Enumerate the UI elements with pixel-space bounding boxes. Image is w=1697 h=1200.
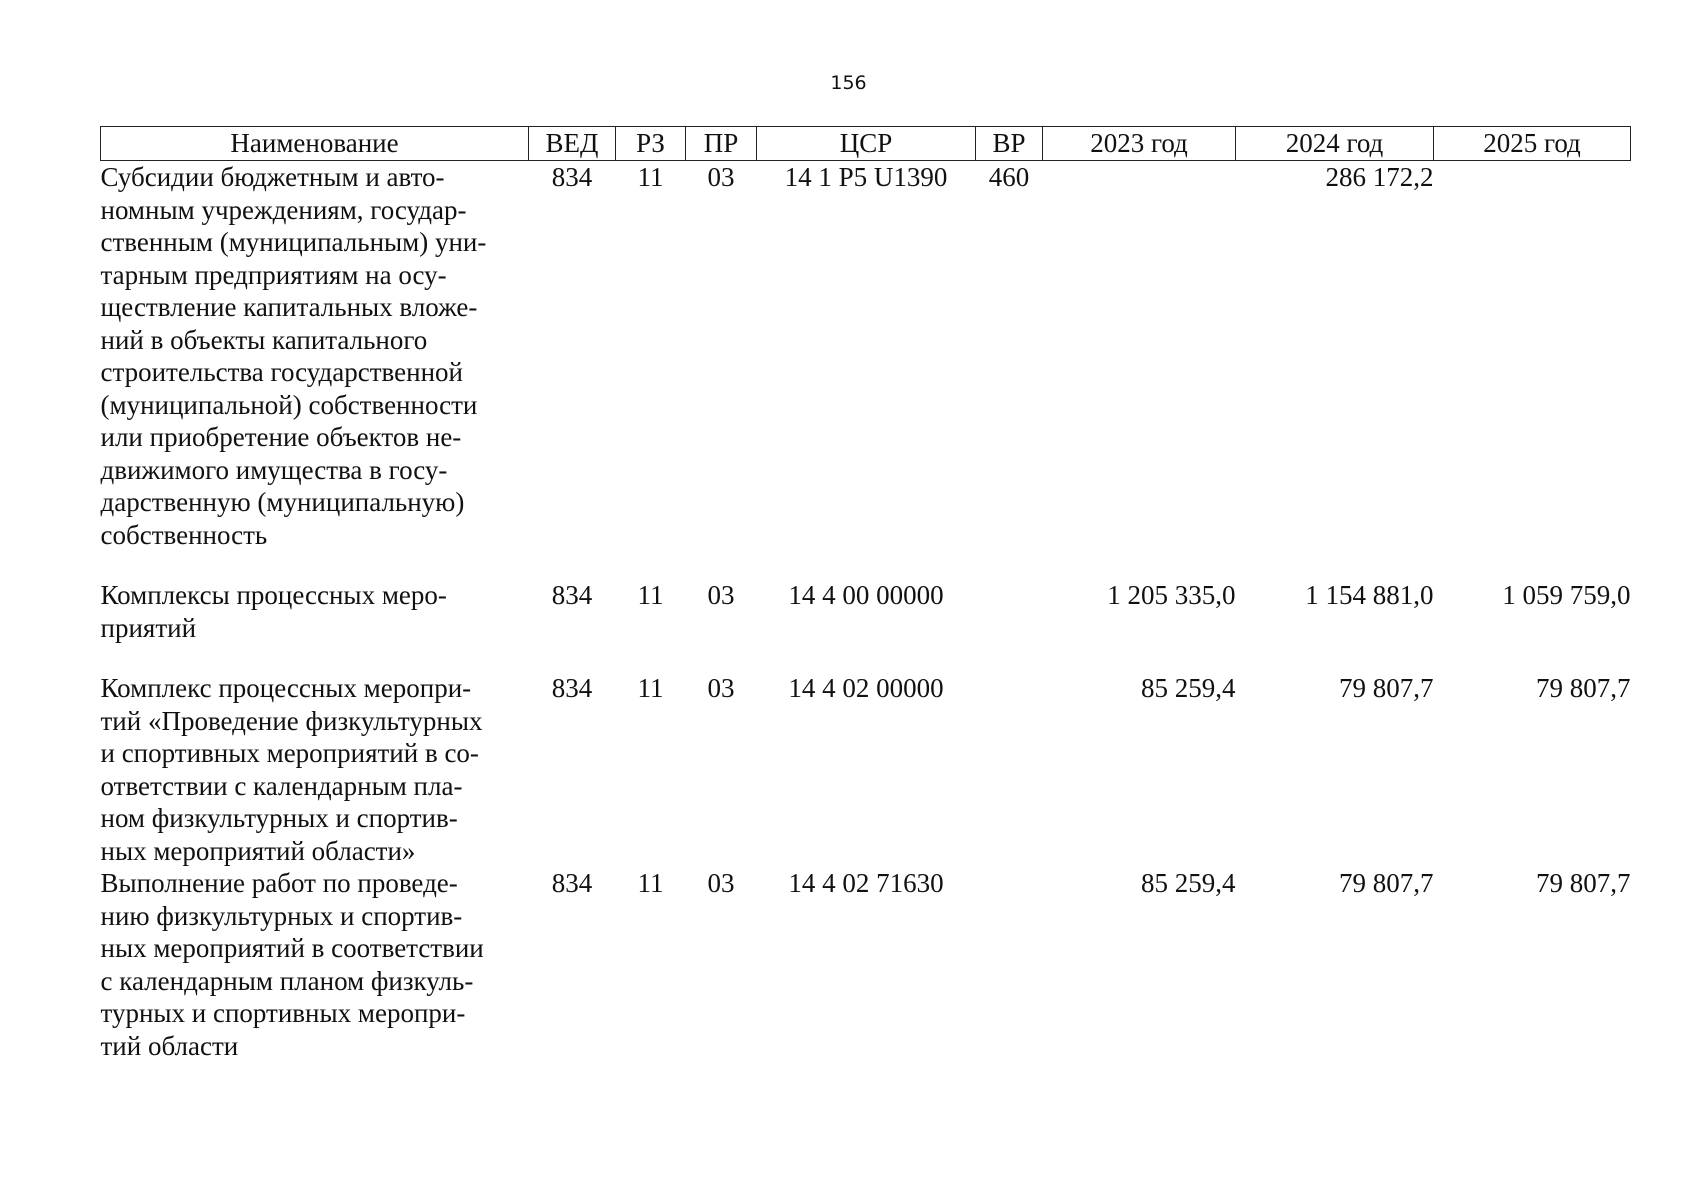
name-line: номным учреждениям, государ- — [100, 194, 467, 225]
name-line: Субсидии бюджетным и авто- — [100, 162, 445, 192]
budget-table — [100, 126, 1631, 1062]
cell-2024: 79 807,7 — [1339, 673, 1434, 703]
header-2023: 2023 год — [1043, 127, 1236, 161]
cell-2023: 1 205 335,0 — [1107, 580, 1236, 610]
cell-2023: 85 259,4 — [1141, 868, 1236, 898]
name-line: ственным (муниципальным) уни- — [100, 227, 487, 257]
name-line: приятий — [100, 612, 197, 643]
name-line: дарственную (муниципальную) — [100, 487, 465, 517]
name-line: ных мероприятий области» — [100, 835, 416, 866]
cell-pr: 03 — [707, 580, 735, 610]
cell-2023 — [1043, 161, 1236, 552]
name-line: турных и спортивных меропри- — [100, 998, 466, 1028]
cell-rz: 11 — [637, 868, 664, 898]
cell-vr — [976, 551, 1043, 644]
name-line: нию физкультурных и спортив- — [100, 900, 463, 931]
table-row — [101, 551, 1631, 644]
name-line: собственность — [100, 519, 268, 550]
cell-2025 — [1434, 161, 1631, 552]
name-line: тий «Проведение физкультурных — [100, 705, 483, 736]
cell-ved: 834 — [551, 868, 593, 898]
table-body — [101, 161, 1631, 1063]
row-name — [101, 644, 529, 867]
cell-2025: 1 059 759,0 — [1502, 580, 1631, 610]
header-pr: ПР — [686, 127, 757, 161]
header-2024: 2024 год — [1236, 127, 1434, 161]
cell-csr: 14 4 02 71630 — [788, 868, 944, 898]
name-line: движимого имущества в госу- — [100, 454, 448, 485]
cell-rz: 11 — [637, 580, 664, 610]
table-row — [101, 867, 1631, 1062]
cell-csr: 14 4 00 00000 — [788, 580, 944, 610]
cell-2025: 79 807,7 — [1536, 673, 1631, 703]
header-2025: 2025 год — [1434, 127, 1631, 161]
name-line: ществление капитальных вложе- — [100, 292, 478, 322]
name-line: тарным предприятиям на осу- — [100, 259, 447, 290]
header-row — [101, 127, 1631, 161]
header-ved: ВЕД — [529, 127, 616, 161]
table-row — [101, 644, 1631, 867]
cell-pr: 03 — [707, 673, 735, 703]
name-line: и спортивных мероприятий в со- — [100, 738, 479, 768]
name-line: ний в объекты капитального — [100, 324, 428, 355]
cell-2024: 286 172,2 — [1325, 162, 1434, 192]
table-header — [101, 127, 1631, 161]
name-line: ответствии с календарным пла- — [100, 770, 463, 801]
cell-csr: 14 4 02 00000 — [788, 673, 944, 703]
cell-rz: 11 — [637, 162, 664, 192]
header-csr: ЦСР — [757, 127, 976, 161]
cell-ved: 834 — [551, 673, 593, 703]
name-line: ном физкультурных и спортив- — [100, 803, 458, 833]
cell-2025: 79 807,7 — [1536, 868, 1631, 898]
row-name — [101, 551, 529, 644]
header-vr: ВР — [976, 127, 1043, 161]
row-name — [101, 867, 529, 1062]
cell-vr — [976, 867, 1043, 1062]
name-line: Выполнение работ по проведе- — [100, 868, 458, 898]
name-line: или приобретение объектов не- — [100, 422, 462, 452]
cell-vr: 460 — [988, 162, 1030, 192]
name-line: (муниципальной) собственности — [100, 389, 478, 420]
name-line: с календарным планом физкуль- — [100, 965, 474, 996]
cell-pr: 03 — [707, 162, 735, 192]
row-name — [101, 161, 529, 552]
name-line: Комплексы процессных меро- — [100, 580, 447, 610]
cell-2024: 79 807,7 — [1339, 868, 1434, 898]
cell-ved: 834 — [551, 580, 593, 610]
cell-rz: 11 — [637, 673, 664, 703]
cell-vr — [976, 644, 1043, 867]
cell-ved: 834 — [551, 162, 593, 192]
cell-2023: 85 259,4 — [1141, 673, 1236, 703]
header-name: Наименование — [101, 127, 529, 161]
page-number: 156 — [830, 72, 867, 94]
name-line: тий области — [100, 1030, 239, 1061]
cell-pr: 03 — [707, 868, 735, 898]
name-line: ных мероприятий в соответствии — [100, 933, 484, 963]
name-line: Комплекс процессных меропри- — [100, 673, 472, 703]
cell-csr: 14 1 P5 U1390 — [784, 162, 948, 192]
cell-2024: 1 154 881,0 — [1305, 580, 1434, 610]
table-row — [101, 161, 1631, 552]
header-rz: РЗ — [616, 127, 686, 161]
name-line: строительства государственной — [100, 357, 463, 387]
